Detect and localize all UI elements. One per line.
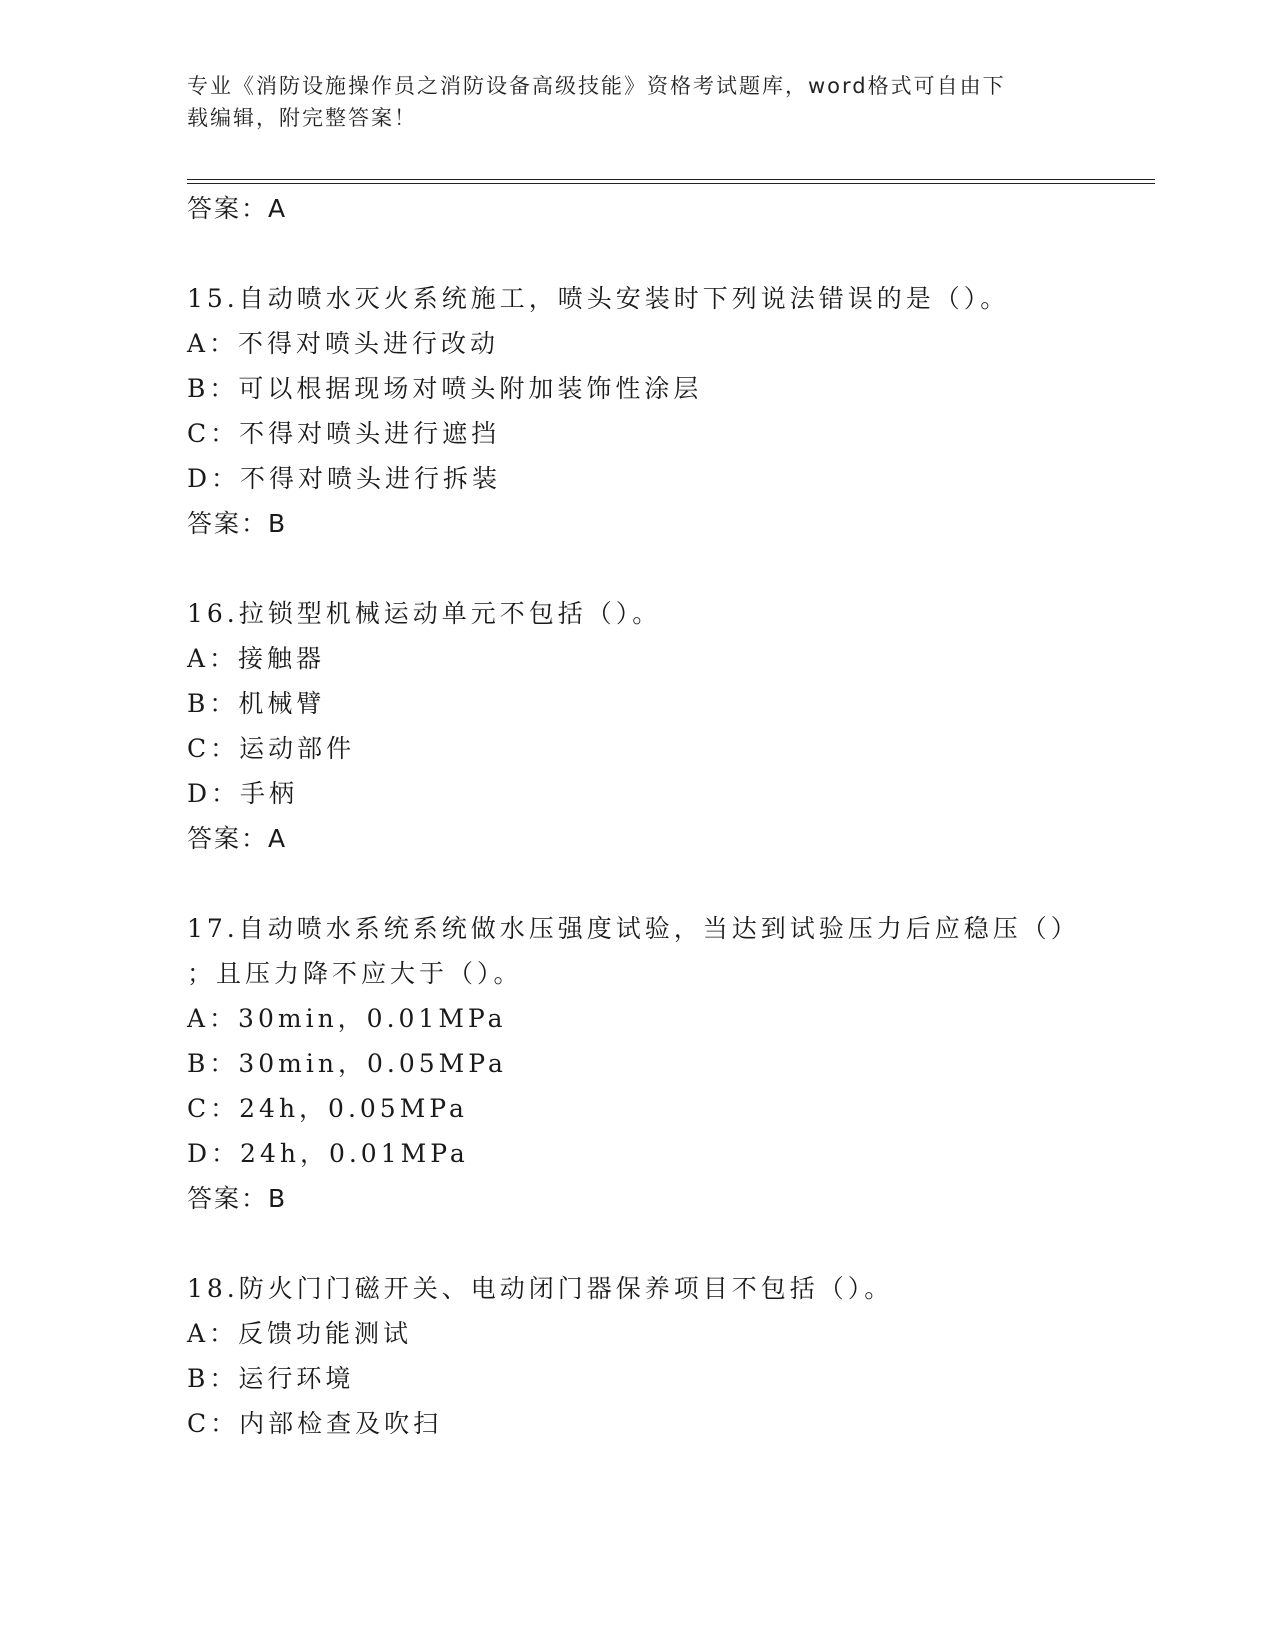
option-c: C：运动部件 <box>187 734 356 763</box>
option-a: A：30min，0.01MPa <box>187 1004 507 1033</box>
option-c: C：不得对喷头进行遮挡 <box>187 419 501 448</box>
question-stem-continued: ；且压力降不应大于（）。 <box>187 959 523 988</box>
option-b: B：机械臂 <box>187 689 326 718</box>
question-stem: 17.自动喷水系统系统做水压强度试验，当达到试验压力后应稳压（） <box>187 914 1080 943</box>
previous-answer-block <box>187 186 1087 231</box>
question-16 <box>187 591 1087 861</box>
header-line-1: 专业《消防设施操作员之消防设备高级技能》资格考试题库，word格式可自由下 <box>187 74 1006 98</box>
question-stem: 18.防火门门磁开关、电动闭门器保养项目不包括（）。 <box>187 1274 894 1303</box>
answer-label: 答案：A <box>187 824 288 853</box>
option-a: A：反馈功能测试 <box>187 1319 413 1348</box>
option-d: D：手柄 <box>187 779 299 808</box>
header-divider-bottom <box>187 183 1155 184</box>
option-b: B：可以根据现场对喷头附加装饰性涂层 <box>187 374 703 403</box>
question-18 <box>187 1266 1087 1446</box>
option-d: D：不得对喷头进行拆装 <box>187 464 502 493</box>
option-d: D：24h，0.01MPa <box>187 1139 469 1168</box>
question-15 <box>187 276 1087 546</box>
answer-label: 答案：B <box>187 1184 288 1213</box>
question-stem: 16.拉锁型机械运动单元不包括（）。 <box>187 599 662 628</box>
header-line-2: 载编辑，附完整答案！ <box>187 106 417 130</box>
answer-label: 答案：B <box>187 509 288 538</box>
question-17 <box>187 906 1087 1221</box>
option-b: B：运行环境 <box>187 1364 355 1393</box>
document-header <box>187 70 1067 134</box>
option-b: B：30min，0.05MPa <box>187 1049 507 1078</box>
option-a: A：不得对喷头进行改动 <box>187 329 500 358</box>
answer-label: 答案：A <box>187 194 288 223</box>
option-c: C：内部检查及吹扫 <box>187 1409 443 1438</box>
option-a: A：接触器 <box>187 644 326 673</box>
option-c: C：24h，0.05MPa <box>187 1094 468 1123</box>
header-divider-top <box>187 179 1155 180</box>
question-stem: 15.自动喷水灭火系统施工，喷头安装时下列说法错误的是（）。 <box>187 284 1010 313</box>
